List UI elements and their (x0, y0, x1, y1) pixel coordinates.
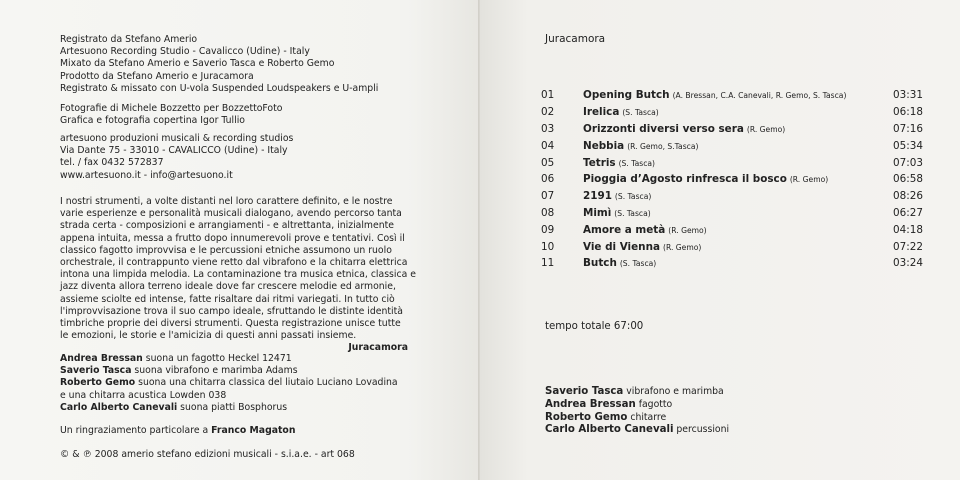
track-title: Irelica (583, 106, 620, 119)
track-duration: 06:58 (893, 173, 923, 186)
track-number: 07 (541, 190, 555, 203)
track-title-cell (583, 137, 875, 154)
track-number: 09 (541, 223, 555, 236)
track-title-cell (583, 221, 875, 238)
track-duration: 06:18 (893, 106, 923, 119)
track-composer: (S. Tasca) (619, 259, 657, 269)
track-title: Pioggia d’Agosto rinfresca il bosco (583, 173, 787, 186)
copyright: © & ℗ 2008 amerio stefano edizioni musicali - s.i.a.e. - art 068 (60, 449, 355, 460)
description-line: orchestrale, il contrappunto viene retto dal vibrafono e la chitarra elettrica (60, 257, 408, 269)
track-number: 06 (541, 173, 555, 186)
track-row (541, 221, 923, 238)
track-row (541, 188, 923, 205)
credit-line: Mixato da Stefano Amerio e Saverio Tasca e Roberto Gemo (60, 58, 335, 70)
credit-line: Registrato & missato con U-vola Suspended Loudspeakers e U-ampli (60, 82, 379, 94)
track-title-cell (583, 87, 875, 104)
instrument-text: e una chitarra acustica Lowden 038 (60, 389, 227, 401)
description-line: l'improvvisazione trova il suo campo ideale, sfruttando le distinte identità (60, 305, 403, 317)
photo-credit-line: Fotografie di Michele Bozzetto per BozzettoFoto (60, 103, 283, 114)
track-title: Tetris (583, 156, 616, 169)
track-title: Orizzonti diversi verso sera (583, 122, 744, 135)
track-title-cell (583, 205, 875, 222)
track-duration: 03:24 (893, 257, 923, 270)
musician-name: Saverio Tasca (545, 386, 624, 397)
track-title-cell (583, 238, 875, 255)
track-number: 05 (541, 156, 555, 169)
track-title-cell (583, 104, 875, 121)
track-row (541, 121, 923, 138)
description-line: le emozioni, le storie e l'amicizia di questi anni passati insieme. (60, 330, 357, 342)
track-duration: 04:18 (893, 223, 923, 236)
track-title: Nebbia (583, 139, 625, 152)
track-number: 08 (541, 206, 555, 219)
instrument-line (60, 353, 398, 365)
description-line: assieme sciolte ed intense, fatte risaltare dai ritmi variegati. In tutto ciò (60, 293, 395, 305)
instrument-text: suona vibrafono e marimba Adams (131, 365, 298, 377)
track-number: 10 (541, 240, 555, 253)
recording-credits (60, 34, 378, 95)
track-title-cell (583, 154, 875, 171)
track-title-cell (583, 188, 875, 205)
track-duration: 06:27 (893, 206, 923, 219)
musician-list (545, 386, 729, 437)
track-title-cell (583, 171, 875, 188)
instrument-text: suona un fagotto Heckel 12471 (142, 353, 292, 364)
description-paragraph (60, 196, 416, 355)
track-title: 2191 (583, 190, 612, 203)
instrument-line (60, 377, 398, 389)
studio-info (60, 133, 293, 182)
track-row (541, 137, 923, 154)
description-line: varie esperienze e personalità musicali dialogano, avendo percorso tanta (60, 208, 402, 220)
musician-name: Carlo Alberto Canevali (60, 401, 178, 413)
instrument-text: suona una chitarra classica del liutaio Luciano Lovadina (135, 377, 398, 389)
description-line: jazz diventa allora terreno ideale dove far crescere melodie ed armonie, (60, 281, 396, 293)
track-composer: (A. Bressan, C.A. Canevali, R. Gemo, S. Tasca) (672, 91, 847, 101)
track-composer: (S. Tasca) (614, 208, 651, 218)
musician-name: Carlo Alberto Canevali (545, 424, 674, 436)
musician-line (545, 399, 729, 412)
track-row (541, 154, 923, 171)
description-line: appena intuita, messa a frutto dopo innumerevoli prove e tentativi. Così il (60, 232, 405, 244)
total-time: tempo totale 67:00 (545, 321, 644, 332)
track-composer: (R. Gemo) (668, 225, 707, 235)
instrument-line (60, 365, 398, 377)
description-line: classico fagotto improvvisa e le percussioni etniche assumono un ruolo (60, 244, 392, 256)
description-line: timbriche proprie dei diversi strumenti. Questa registrazione unisce tutte (60, 318, 401, 330)
signature: Juracamora (348, 342, 408, 354)
musician-name: Saverio Tasca (60, 365, 132, 377)
musician-role: fagotto (635, 398, 673, 410)
description-line: intona una limpida melodia. La contaminazione tra musica etnica, classica e (60, 269, 416, 281)
track-composer: (S. Tasca) (622, 108, 659, 118)
track-composer: (R. Gemo) (746, 124, 786, 134)
musician-name: Roberto Gemo (545, 411, 628, 423)
instrument-line (60, 402, 398, 414)
track-composer: (R. Gemo) (789, 175, 829, 185)
track-duration: 07:03 (893, 156, 923, 169)
musician-line (545, 412, 729, 425)
track-duration: 07:16 (893, 122, 923, 135)
track-title: Opening Butch (583, 89, 670, 102)
track-duration: 03:31 (893, 89, 923, 102)
track-title-cell (583, 255, 875, 272)
track-number: 04 (541, 139, 555, 152)
track-duration: 07:22 (893, 240, 923, 253)
description-line: strada certa - composizioni e arrangiamenti - e altrettanta, inizialmente (60, 220, 394, 232)
track-row (541, 238, 923, 255)
track-composer: (R. Gemo) (662, 242, 702, 252)
track-duration: 08:26 (893, 190, 923, 203)
track-number: 03 (541, 122, 555, 135)
studio-line: artesuono produzioni musicali & recording studios (60, 133, 294, 144)
studio-web: www.artesuono.it - info@artesuono.it (60, 169, 233, 181)
musician-name: Roberto Gemo (60, 377, 136, 389)
track-row (541, 87, 923, 104)
album-title: Juracamora (545, 33, 606, 45)
instrument-credits (60, 353, 398, 414)
photo-credit-line: Grafica e fotografia copertina Igor Tullio (60, 115, 245, 127)
credit-line: Artesuono Recording Studio - Cavalicco (Udine) - Italy (60, 46, 310, 58)
track-duration: 05:34 (893, 139, 923, 152)
photo-credits (60, 103, 282, 127)
credit-line: Prodotto da Stefano Amerio e Juracamora (60, 70, 254, 82)
musician-line (545, 386, 729, 399)
track-row (541, 255, 923, 272)
track-row (541, 205, 923, 222)
track-composer: (R. Gemo, S.Tasca) (627, 141, 699, 151)
track-title: Butch (583, 257, 617, 270)
musician-role: percussioni (673, 424, 730, 436)
track-row (541, 104, 923, 121)
thanks-text: Un ringraziamento particolare a (60, 425, 212, 436)
track-title: Vie di Vienna (583, 240, 660, 253)
credit-line: Registrato da Stefano Amerio (60, 34, 198, 45)
track-title: Mimì (583, 206, 612, 219)
instrument-text: suona piatti Bosphorus (177, 401, 288, 413)
track-row (541, 171, 923, 188)
studio-phone: tel. / fax 0432 572837 (60, 157, 164, 169)
track-composer: (S. Tasca) (618, 158, 655, 168)
musician-name: Andrea Bressan (60, 353, 143, 364)
studio-address: Via Dante 75 - 33010 - CAVALICCO (Udine) - Italy (60, 145, 288, 157)
track-title-cell (583, 121, 875, 138)
track-composer: (S. Tasca) (614, 192, 652, 202)
musician-role: vibrafono e marimba (623, 386, 724, 397)
track-title: Amore a metà (583, 223, 666, 236)
track-number: 02 (541, 106, 555, 119)
track-number: 01 (541, 89, 555, 102)
musician-line (545, 424, 729, 437)
musician-name: Andrea Bressan (545, 398, 636, 410)
thanks-name: Franco Magaton (211, 425, 296, 436)
thanks-line (60, 425, 295, 437)
description-line: I nostri strumenti, a volte distanti nel loro carattere definito, e le nostre (60, 196, 393, 207)
track-number: 11 (541, 257, 555, 270)
instrument-line (60, 390, 398, 402)
tracklist (541, 87, 923, 272)
musician-role: chitarre (627, 411, 667, 423)
